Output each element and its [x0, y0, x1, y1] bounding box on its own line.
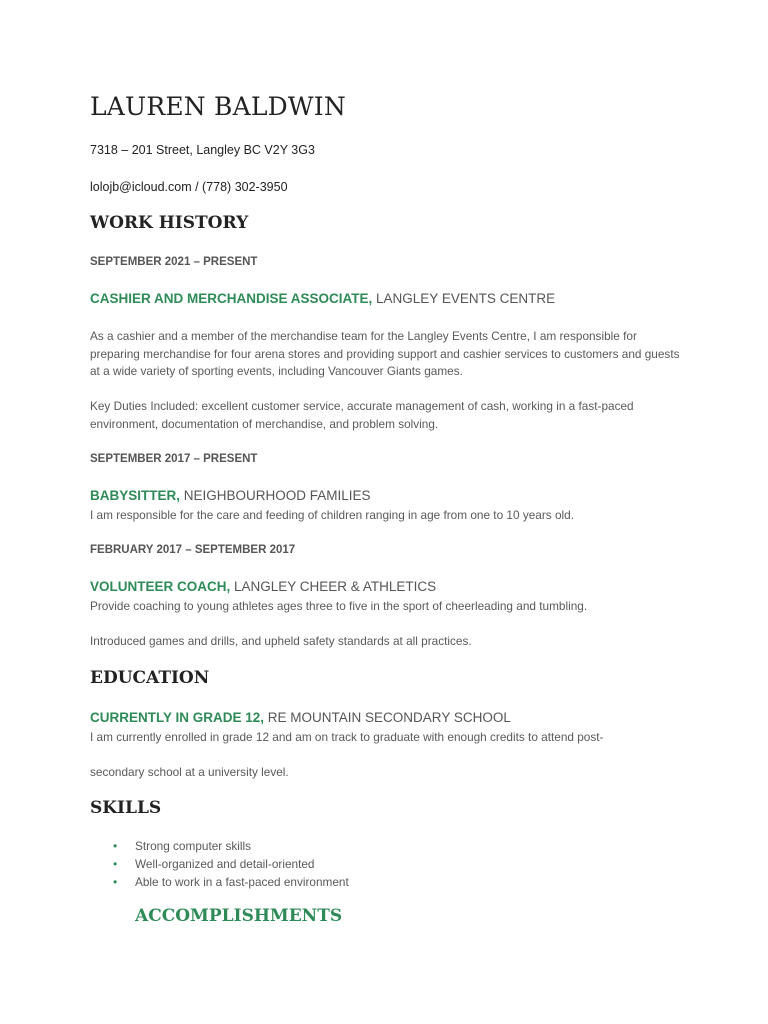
candidate-name: LAUREN BALDWIN	[90, 92, 346, 121]
job-date: SEPTEMBER 2021 – PRESENT	[90, 256, 258, 268]
job-org: NEIGHBOURHOOD FAMILIES	[180, 488, 371, 503]
address: 7318 – 201 Street, Langley BC V2Y 3G3	[90, 143, 315, 157]
job-title: BABYSITTER,	[90, 488, 181, 503]
contact-line: lolojb@icloud.com / (778) 302-3950	[90, 180, 288, 194]
bullet-icon: •	[113, 839, 118, 853]
job-description: As a cashier and a member of the merchandise team for the Langley Events Centre, I am responsible for preparing merchandise for four arena stores and providing support and cashier services to customers and guests at a wide variety of sporting events, including Vancouver Giants games.	[90, 329, 680, 378]
skill-item: • Well-organized and detail-oriented	[90, 856, 349, 874]
job-description: Provide coaching to young athletes ages three to five in the sport of cheerleading and tumbling.	[90, 599, 588, 613]
job-description-2: Introduced games and drills, and upheld safety standards at all practices.	[90, 634, 472, 648]
job-org: LANGLEY CHEER & ATHLETICS	[230, 579, 437, 594]
accomplishments-heading: ACCOMPLISHMENTS	[135, 906, 343, 926]
job-description: I am responsible for the care and feeding of children ranging in age from one to 10 years old.	[90, 508, 574, 522]
job-duties: Key Duties Included: excellent customer service, accurate management of cash, working in a fast-paced environment, documentation of merchandise, and problem solving.	[90, 399, 634, 431]
skills-heading: SKILLS	[90, 798, 162, 818]
job-role	[90, 579, 436, 594]
bullet-icon: •	[113, 856, 118, 871]
bullet-icon: •	[113, 874, 118, 889]
job-title: VOLUNTEER COACH,	[90, 579, 231, 594]
job-date: SEPTEMBER 2017 – PRESENT	[90, 453, 258, 465]
education-heading: EDUCATION	[90, 668, 210, 688]
skill-item: • Able to work in a fast-paced environment	[90, 874, 349, 892]
education-role	[90, 710, 511, 725]
skills-list	[90, 838, 349, 891]
job-role	[90, 291, 555, 306]
education-title: CURRENTLY IN GRADE 12,	[90, 710, 265, 725]
work-history-heading: WORK HISTORY	[90, 213, 249, 233]
skill-item: • Strong computer skills	[90, 838, 349, 856]
job-role	[90, 488, 371, 503]
job-title: CASHIER AND MERCHANDISE ASSOCIATE,	[90, 291, 373, 306]
job-date: FEBRUARY 2017 – SEPTEMBER 2017	[90, 544, 296, 556]
education-description: I am currently enrolled in grade 12 and am on track to graduate with enough credits to attend post-	[90, 730, 604, 744]
education-school: RE MOUNTAIN SECONDARY SCHOOL	[264, 710, 511, 725]
education-description-2: secondary school at a university level.	[90, 765, 289, 779]
job-org: LANGLEY EVENTS CENTRE	[372, 291, 556, 306]
